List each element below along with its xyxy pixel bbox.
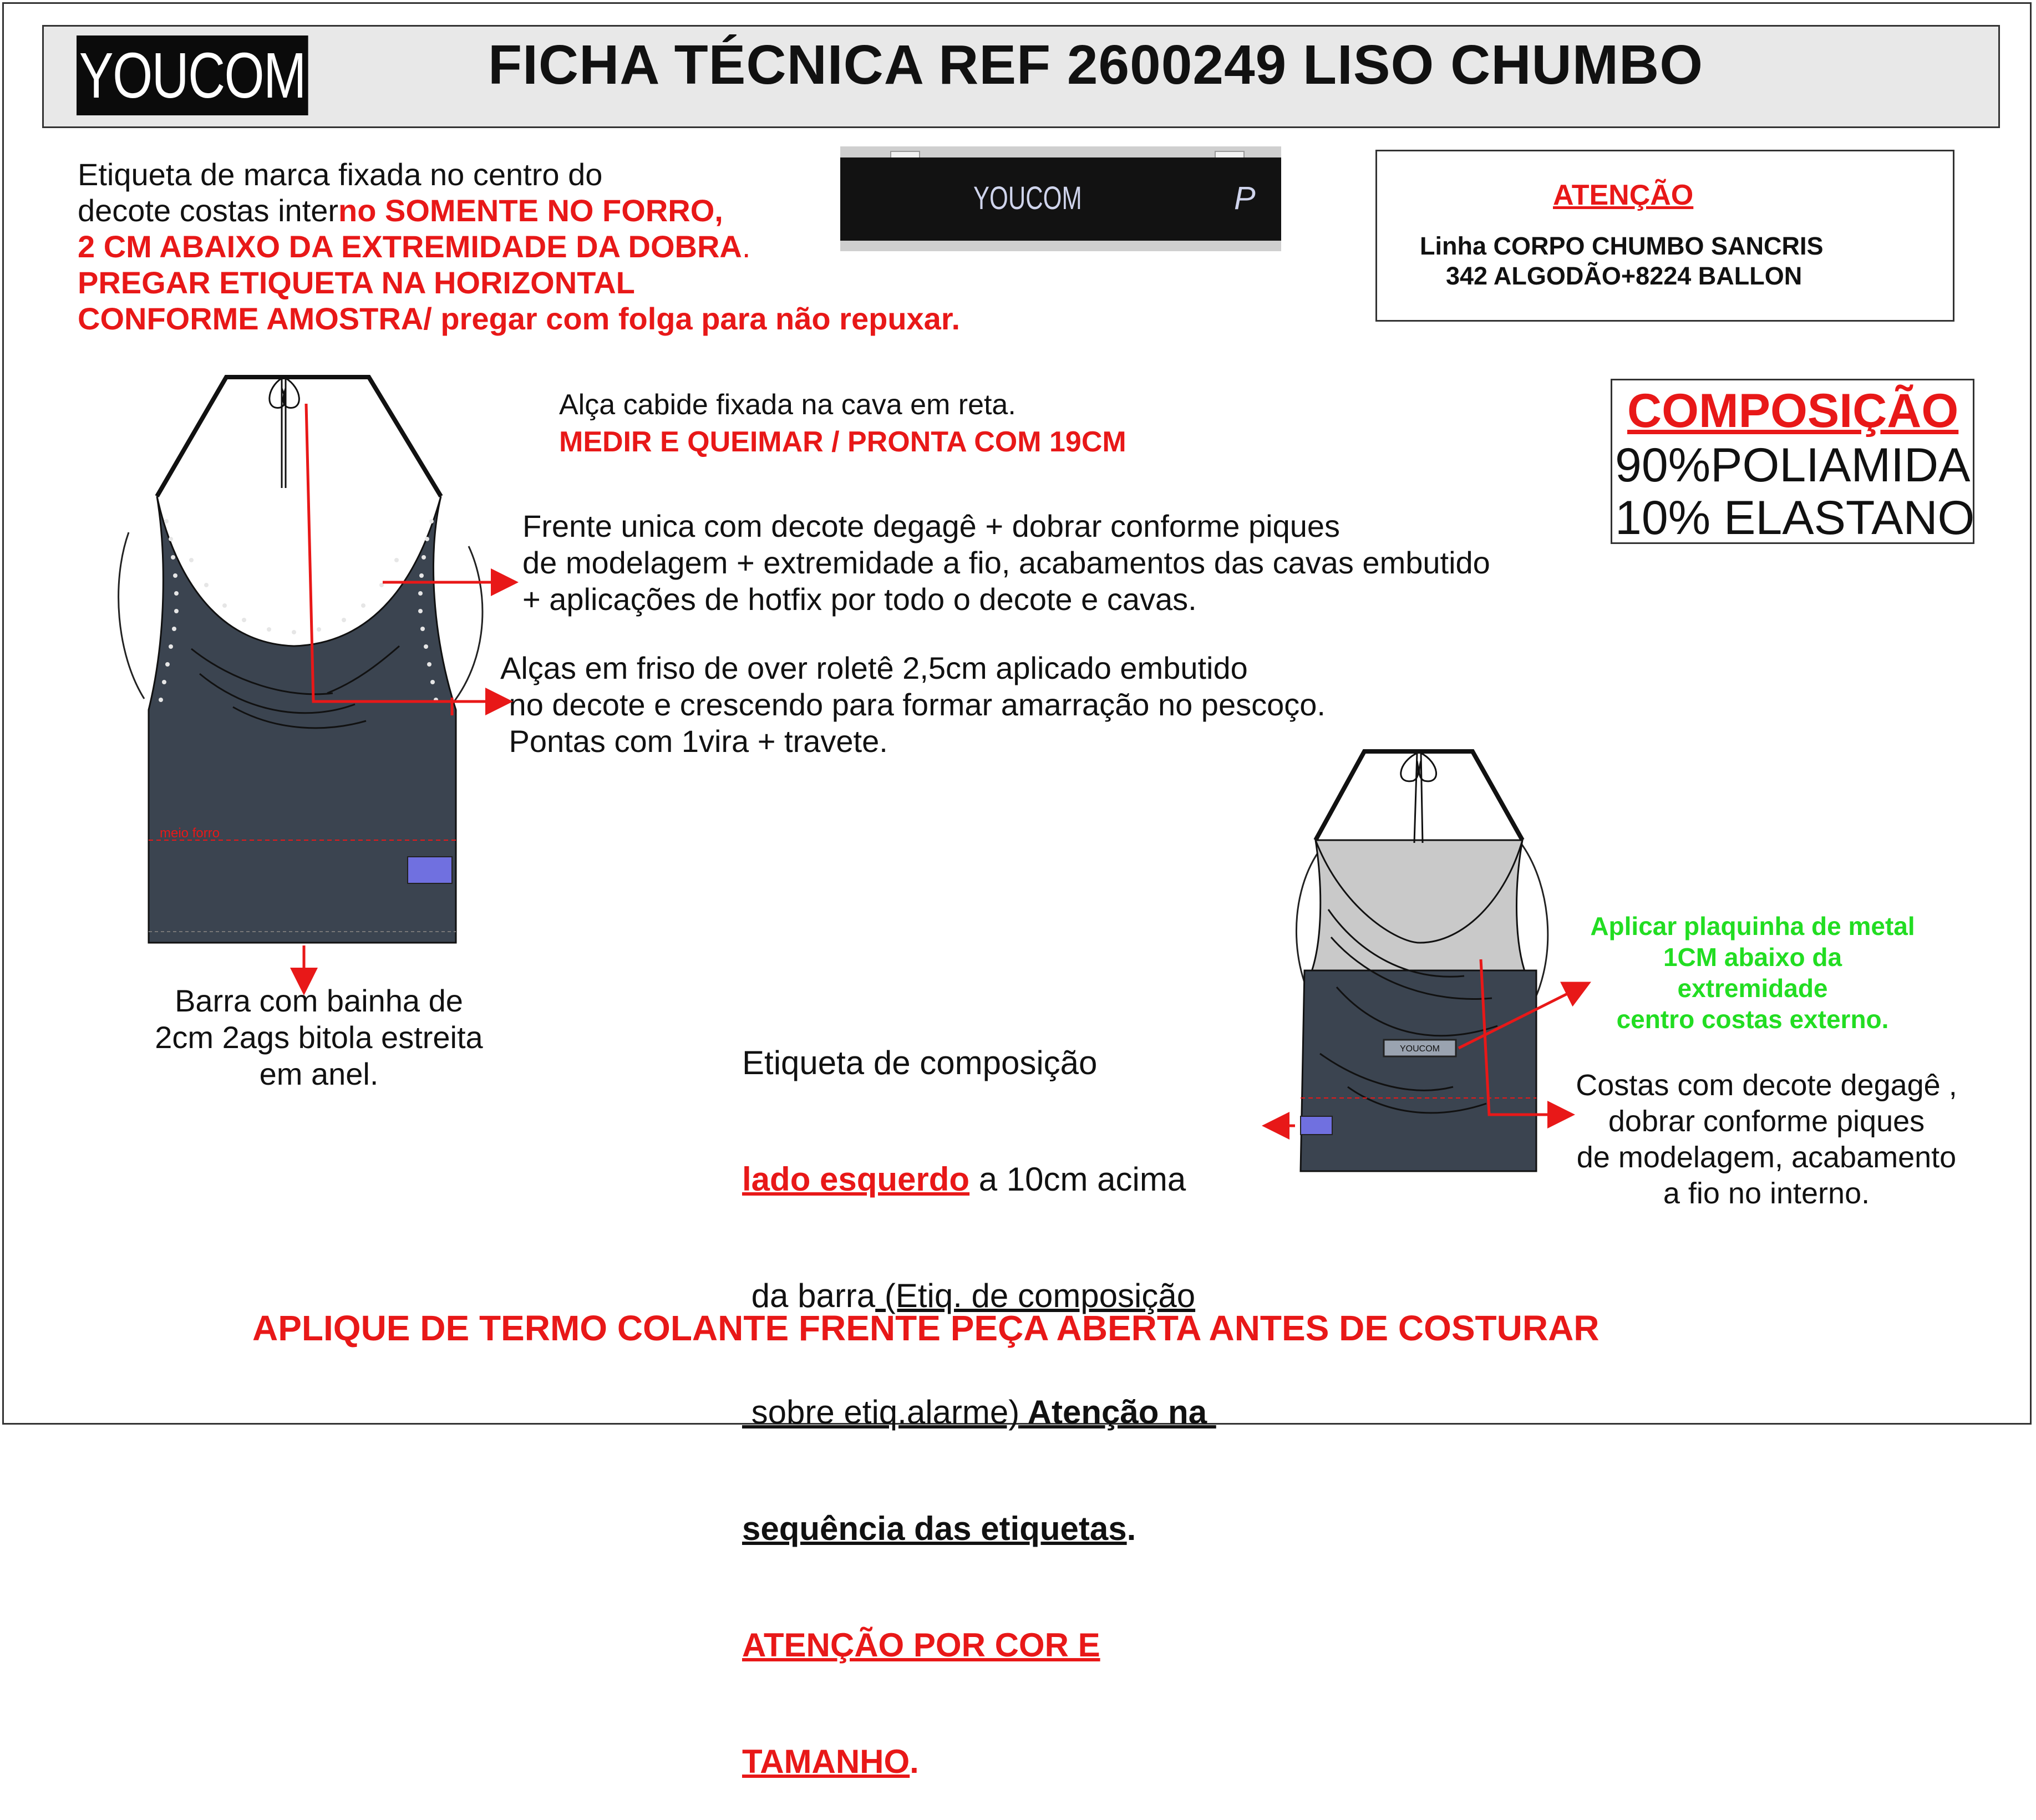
front-garment-drawing (119, 377, 483, 943)
straps-note-line2: no decote e crescendo para formar amarração no pescoço. (500, 687, 1326, 722)
back-lining (1310, 840, 1526, 976)
brand-label-line3b: . (742, 229, 751, 264)
composition-line1: 90%POLIAMIDA (1615, 439, 1971, 492)
complabel-line3b: (Etiq. de composição (875, 1277, 1196, 1314)
hem-note-line2: 2cm 2ags bitola estreita (155, 1020, 483, 1055)
back-body (1301, 970, 1536, 1171)
brand-logo: YOUCOM (77, 35, 308, 115)
metal-plate-text: YOUCOM (1400, 1044, 1440, 1054)
front-composition-tag (408, 857, 452, 883)
complabel-line4a: sobre etiq.alarme) (742, 1394, 1020, 1431)
back-neck-tie (1401, 753, 1436, 843)
label-brand-text: YOUCOM (973, 180, 1082, 216)
complabel-line5a: sequência das etiquetas (742, 1510, 1127, 1547)
attention-title: ATENÇÃO (1553, 179, 1694, 211)
complabel-line7b: . (910, 1743, 919, 1780)
complabel-line3a: da barra (742, 1277, 876, 1314)
complabel-line6: ATENÇÃO POR COR E (742, 1626, 1100, 1664)
front-note-line3: + aplicações de hotfix por todo o decote e cavas. (522, 582, 1197, 617)
attention-line2: 342 ALGODÃO+8224 BALLON (1446, 262, 1803, 290)
lining-label: meio forro (160, 826, 220, 841)
back-neck-straps (1316, 751, 1522, 840)
back-note-line4: a fio no interno. (1663, 1177, 1870, 1210)
front-hanger-loop-left (119, 532, 144, 699)
front-hanger-loop-right (452, 546, 483, 704)
hanger-loop-line2: MEDIR E QUEIMAR / PRONTA COM 19CM (559, 426, 1126, 458)
hem-note-line3: em anel. (259, 1056, 379, 1091)
straps-note-line3: Pontas com 1vira + travete. (500, 724, 888, 759)
brand-label-line2a: decote costas inter (78, 193, 339, 228)
back-note-line1: Costas com decote degagê , (1576, 1069, 1957, 1102)
front-note-line2: de modelagem + extremidade a fio, acabamentos das cavas embutido (522, 545, 1490, 580)
brand-label-line4: PREGAR ETIQUETA NA HORIZONTAL (78, 265, 635, 300)
composition-title: COMPOSIÇÃO (1627, 384, 1959, 438)
front-neck-tie (270, 378, 299, 488)
metal-plate-line1: Aplicar plaquinha de metal (1590, 912, 1915, 940)
label-size-text: P (1234, 180, 1256, 216)
back-composition-tag (1301, 1116, 1332, 1135)
brand-label-line2b: no SOMENTE NO FORRO, (338, 193, 723, 228)
straps-note-line1: Alças em friso de over roletê 2,5cm aplicado embutido (500, 650, 1248, 685)
brand-label-line1: Etiqueta de marca fixada no centro do (78, 157, 603, 192)
front-note-line1: Frente unica com decote degagê + dobrar conforme piques (522, 509, 1341, 543)
complabel-line1: Etiqueta de composição (742, 1044, 1098, 1081)
brand-label-line5: CONFORME AMOSTRA/ pregar com folga para não repuxar. (78, 301, 961, 336)
metal-plate-line2: 1CM abaixo da extremidade (1663, 943, 1842, 1003)
composition-line2: 10% ELASTANO (1615, 491, 1975, 545)
hanger-loop-line1: Alça cabide fixada na cava em reta. (559, 389, 1016, 421)
complabel-line4b: Atenção na (1019, 1394, 1216, 1431)
hem-note-line1: Barra com bainha de (175, 983, 463, 1018)
back-note-line3: de modelagem, acabamento (1576, 1141, 1957, 1174)
complabel-line5b: . (1126, 1510, 1136, 1547)
attention-line1: Linha CORPO CHUMBO SANCRIS (1420, 232, 1824, 260)
complabel-line2b: a 10cm acima (969, 1161, 1186, 1198)
page-title: FICHA TÉCNICA REF 2600249 LISO CHUMBO (488, 34, 1704, 96)
back-garment-drawing (1296, 751, 1547, 1171)
brand-label-line3a: 2 CM ABAIXO DA EXTREMIDADE DA DOBRA (78, 229, 742, 264)
back-note-line2: dobrar conforme piques (1608, 1105, 1925, 1138)
complabel-line7a: TAMANHO (742, 1743, 910, 1780)
footer-note: APLIQUE DE TERMO COLANTE FRENTE PEÇA ABERTA ANTES DE COSTURAR (252, 1308, 1600, 1348)
metal-plate-line3: centro costas externo. (1616, 1005, 1889, 1034)
complabel-line2a: lado esquerdo (742, 1161, 970, 1198)
